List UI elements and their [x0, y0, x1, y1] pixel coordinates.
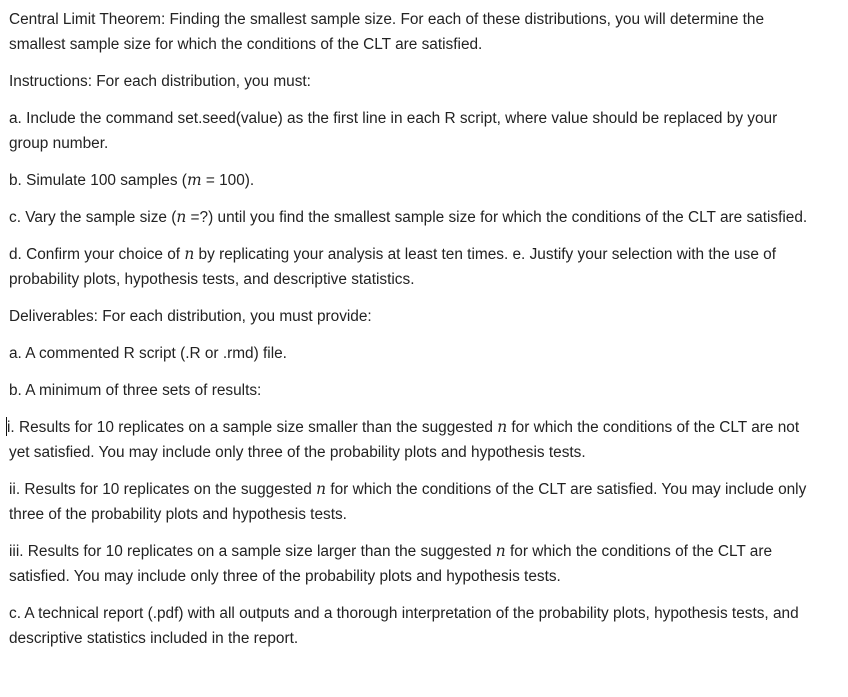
step-d-text-end: by replicating your analysis at least ten times. e. Justify your selection with the use of probability plots, hypothesis tests, and descriptive statistics. [9, 246, 776, 288]
step-b-text-end: = 100). [201, 172, 255, 189]
result-i-text: i. Results for 10 replicates on a sample size smaller than the suggested [7, 419, 498, 436]
step-b-text: b. Simulate 100 samples ( [9, 172, 187, 189]
step-d [9, 242, 808, 292]
var-n: n [497, 418, 508, 436]
step-c-text: c. Vary the sample size ( [9, 209, 177, 226]
step-c [9, 205, 808, 230]
result-ii-text: ii. Results for 10 replicates on the suggested [9, 481, 317, 498]
var-n: n [184, 245, 195, 263]
result-iii-text-end: for which the conditions of the CLT are satisfied. You may include only three of the probability plots and hypothesis tests. [9, 543, 773, 585]
result-i [9, 415, 808, 465]
step-b [9, 168, 808, 193]
result-ii-text-end: for which the conditions of the CLT are satisfied. You may include only three of the probability plots and hypothesis tests. [9, 481, 807, 523]
var-m: m [186, 171, 202, 189]
step-d-text: d. Confirm your choice of [9, 246, 185, 263]
step-a: a. Include the command set.seed(value) as the first line in each R script, where value should be replaced by your group number. [9, 110, 778, 152]
result-iii-text: iii. Results for 10 replicates on a sample size larger than the suggested [9, 543, 496, 560]
deliverable-b: b. A minimum of three sets of results: [9, 382, 262, 399]
var-n: n [176, 208, 187, 226]
var-n: n [316, 480, 327, 498]
result-i-text-end: for which the conditions of the CLT are not yet satisfied. You may include only three of the probability plots and hypothesis tests. [9, 419, 800, 461]
deliverable-a: a. A commented R script (.R or .rmd) file. [9, 345, 287, 362]
deliverables-heading: Deliverables: For each distribution, you must provide: [9, 308, 372, 325]
deliverable-c: c. A technical report (.pdf) with all outputs and a thorough interpretation of the probability plots, hypothesis tests, and descriptive statistics included in the report. [9, 605, 799, 647]
result-ii [9, 477, 808, 527]
result-iii [9, 539, 808, 589]
instructions-heading: Instructions: For each distribution, you must: [9, 73, 311, 90]
var-n: n [495, 542, 506, 560]
step-c-text-end: =?) until you find the smallest sample size for which the conditions of the CLT are satisfied. [186, 209, 808, 226]
doc-title: Central Limit Theorem: Finding the smallest sample size. For each of these distributions, you will determine the smallest sample size for which the conditions of the CLT are satisfied. [9, 11, 765, 53]
